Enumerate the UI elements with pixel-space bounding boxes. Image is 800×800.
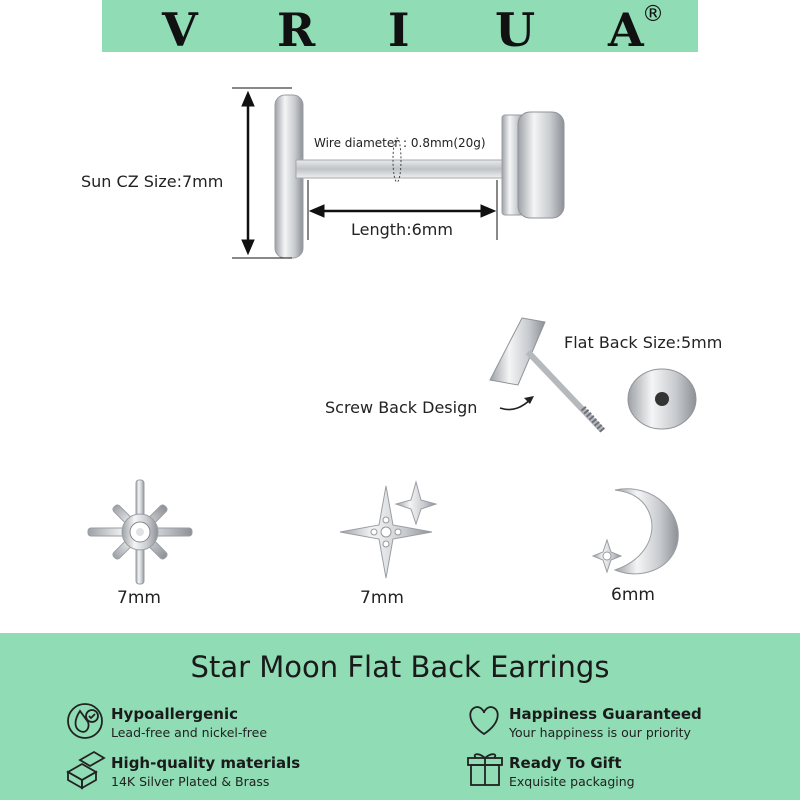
heart-icon (470, 707, 497, 734)
feature-subtitle-happiness: Your happiness is our priority (509, 725, 691, 740)
gift-icon (468, 754, 502, 785)
product-title: Star Moon Flat Back Earrings (190, 650, 610, 684)
gold-bars-icon (68, 752, 104, 788)
registered-mark: ® (642, 2, 664, 27)
brand-letter-a: A (608, 3, 644, 57)
feature-title-gift: Ready To Gift (509, 754, 622, 772)
feature-title-materials: High-quality materials (111, 754, 301, 772)
feature-title-happiness: Happiness Guaranteed (509, 705, 702, 723)
wire-diameter-label: Wire diameter : 0.8mm(20g) (314, 136, 486, 150)
feature-title-hypoallergenic: Hypoallergenic (111, 705, 238, 723)
feature-subtitle-hypoallergenic: Lead-free and nickel-free (111, 725, 268, 740)
product-size-star: 7mm (360, 588, 404, 608)
brand-letter-r: R (277, 3, 316, 57)
brand-letter-i: I (388, 3, 410, 57)
length-label: Length:6mm (351, 220, 453, 239)
flat-back-size-label: Flat Back Size:5mm (564, 333, 723, 352)
brand-letter-v: V (162, 3, 198, 57)
product-size-moon: 6mm (611, 585, 655, 605)
drop-shield-icon (68, 704, 102, 738)
feature-subtitle-gift: Exquisite packaging (509, 774, 635, 789)
brand-letter-u: U (495, 3, 536, 57)
sun-size-label: Sun CZ Size:7mm (81, 172, 224, 191)
feature-subtitle-materials: 14K Silver Plated & Brass (111, 774, 270, 789)
screw-back-label: Screw Back Design (325, 398, 478, 417)
product-size-sun: 7mm (117, 588, 161, 608)
